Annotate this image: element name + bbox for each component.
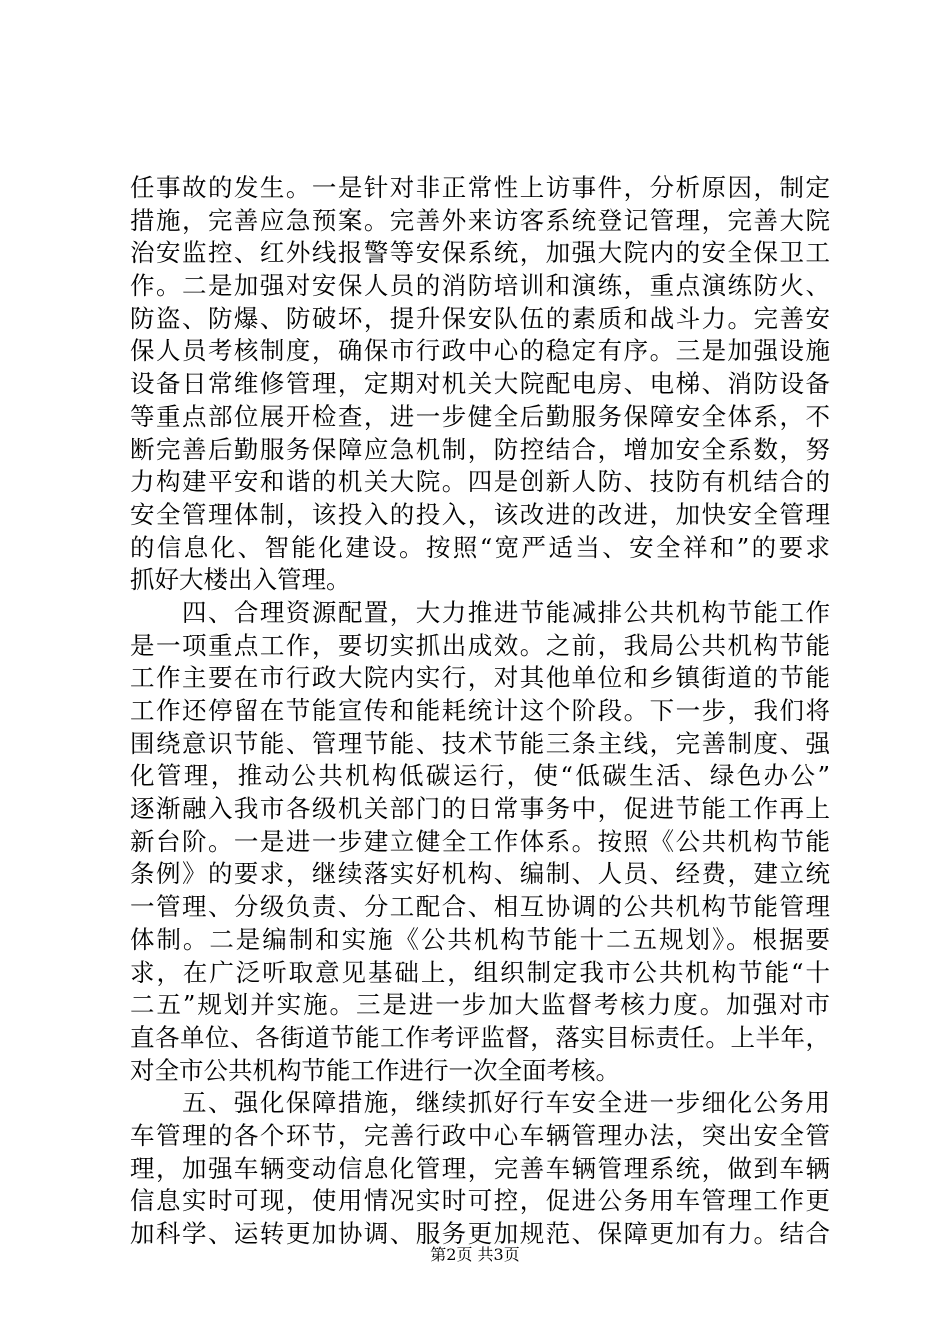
text-line: 围绕意识节能、管理节能、技术节能三条主线，完善制度、强	[130, 728, 830, 758]
text-line: 措施，完善应急预案。完善外来访客系统登记管理，完善大院	[130, 205, 830, 235]
text-line: 新台阶。一是进一步建立健全工作体系。按照《公共机构节能	[130, 826, 830, 856]
text-line: 化管理，推动公共机构低碳运行，使“低碳生活、绿色办公”	[130, 761, 830, 791]
text-line: 直各单位、各街道节能工作考评监督，落实目标责任。上半年，	[130, 1022, 830, 1052]
body-text	[130, 172, 830, 1251]
text-line: 抓好大楼出入管理。	[130, 565, 351, 595]
text-line: 四、合理资源配置，大力推进节能减排公共机构节能工作	[130, 597, 830, 627]
text-line: 保人员考核制度，确保市行政中心的稳定有序。三是加强设施	[130, 336, 830, 366]
text-line: 作。二是加强对安保人员的消防培训和演练，重点演练防火、	[130, 271, 830, 301]
text-line: 断完善后勤服务保障应急机制，防控结合，增加安全系数，努	[130, 434, 830, 464]
text-line: 五、强化保障措施，继续抓好行车安全进一步细化公务用	[130, 1088, 830, 1118]
text-line: 等重点部位展开检查，进一步健全后勤服务保障安全体系，不	[130, 401, 830, 431]
text-line: 条例》的要求，继续落实好机构、编制、人员、经费，建立统	[130, 859, 830, 889]
text-line: 车管理的各个环节，完善行政中心车辆管理办法，突出安全管	[130, 1120, 830, 1150]
text-line: 是一项重点工作，要切实抓出成效。之前，我局公共机构节能	[130, 630, 830, 660]
text-line: 求，在广泛听取意见基础上，组织制定我市公共机构节能“十	[130, 957, 830, 987]
text-line: 逐渐融入我市各级机关部门的日常事务中，促进节能工作再上	[130, 794, 830, 824]
page-footer: 第2页 共3页	[430, 1245, 520, 1264]
text-line: 的信息化、智能化建设。按照“宽严适当、安全祥和”的要求	[130, 532, 830, 562]
text-line: 安全管理体制，该投入的投入，该改进的改进，加快安全管理	[130, 499, 830, 529]
text-line: 工作主要在市行政大院内实行，对其他单位和乡镇街道的节能	[130, 663, 830, 693]
text-line: 体制。二是编制和实施《公共机构节能十二五规划》。根据要	[130, 924, 830, 954]
text-line: 理，加强车辆变动信息化管理，完善车辆管理系统，做到车辆	[130, 1153, 830, 1183]
text-line: 力构建平安和谐的机关大院。四是创新人防、技防有机结合的	[130, 467, 830, 497]
text-line: 防盗、防爆、防破坏，提升保安队伍的素质和战斗力。完善安	[130, 303, 830, 333]
text-line: 二五”规划并实施。三是进一步加大监督考核力度。加强对市	[130, 990, 830, 1020]
text-line: 设备日常维修管理，定期对机关大院配电房、电梯、消防设备	[130, 369, 830, 399]
text-line: 治安监控、红外线报警等安保系统，加强大院内的安全保卫工	[130, 238, 830, 268]
text-line: 加科学、运转更加协调、服务更加规范、保障更加有力。结合	[130, 1219, 830, 1248]
text-line: 信息实时可现，使用情况实时可控，促进公务用车管理工作更	[130, 1186, 830, 1216]
text-line: 任事故的发生。一是针对非正常性上访事件，分析原因，制定	[130, 173, 830, 202]
text-line: 工作还停留在节能宣传和能耗统计这个阶段。下一步，我们将	[130, 696, 830, 725]
text-line: 对全市公共机构节能工作进行一次全面考核。	[130, 1055, 620, 1085]
text-line: 一管理、分级负责、分工配合、相互协调的公共机构节能管理	[130, 892, 830, 922]
